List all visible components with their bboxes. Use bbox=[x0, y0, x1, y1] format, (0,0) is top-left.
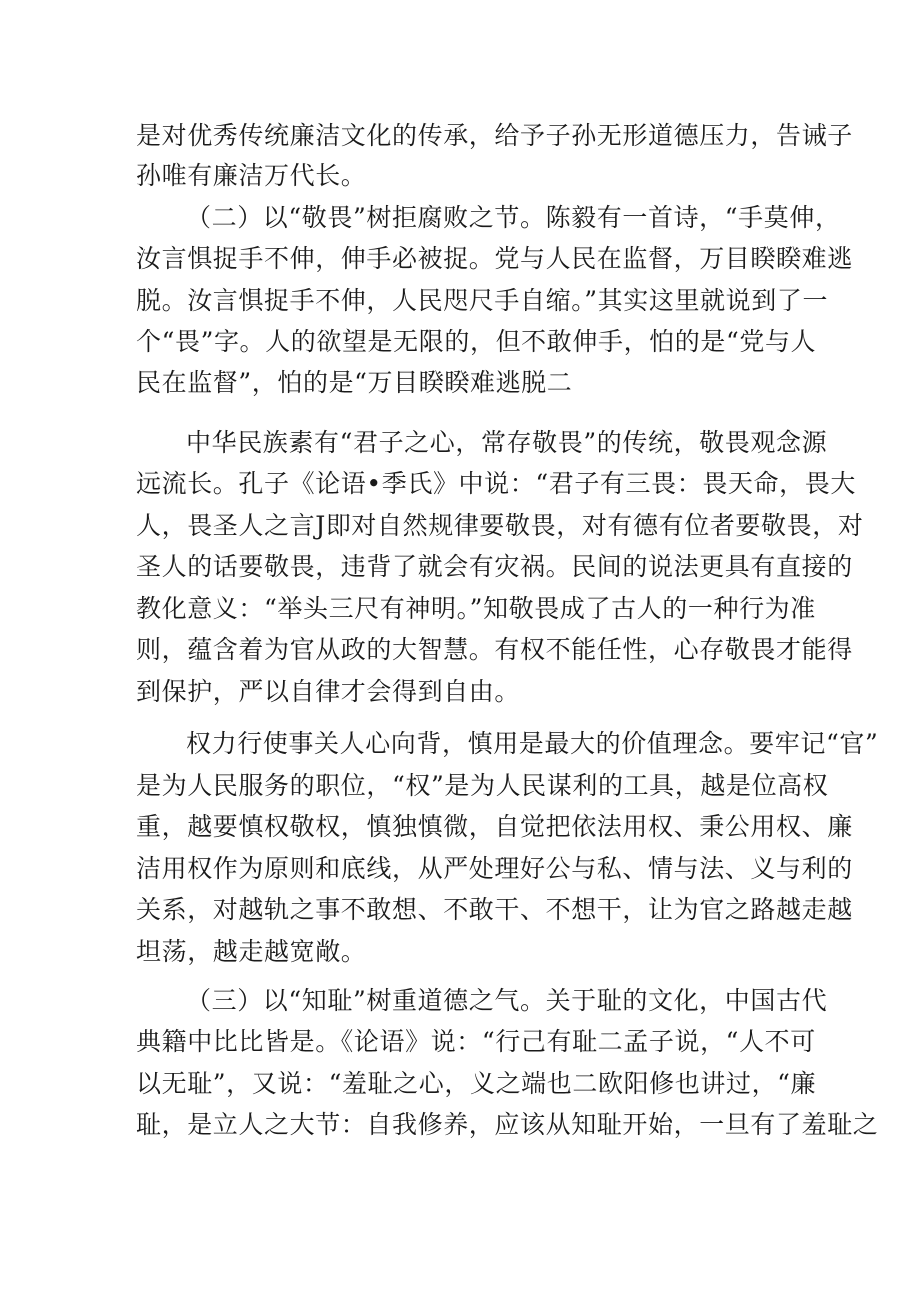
text-line: 汝言惧捉手不伸，伸手必被捉。党与人民在监督，万目睽睽难逃 bbox=[136, 244, 853, 273]
text-line: 重，越要慎权敬权，慎独慎微，自觉把依法用权、秉公用权、廉 bbox=[136, 812, 853, 841]
text-line: 人，畏圣人之言J即对自然规律要敬畏，对有德有位者要敬畏，对 bbox=[136, 511, 864, 540]
text-line: 以无耻”，又说：“羞耻之心，义之端也二欧阳修也讲过，“廉 bbox=[136, 1069, 817, 1098]
text-line: 远流长。孔子《论语•季氏》中说：“君子有三畏：畏天命，畏大 bbox=[136, 469, 856, 498]
text-line: 教化意义：“举头三尺有神明。”知敬畏成了古人的一种行为准 bbox=[136, 594, 816, 623]
text-line: （三）以“知耻”树重道德之气。关于耻的文化，中国古代 bbox=[186, 986, 828, 1015]
text-line: 耻，是立人之大节：自我修养，应该从知耻开始，一旦有了羞耻之 bbox=[136, 1110, 879, 1139]
text-line: 中华民族素有“君子之心，常存敬畏”的传统，敬畏观念源 bbox=[186, 428, 828, 457]
text-line: （二）以“敬畏”树拒腐败之节。陈毅有一首诗，“手莫伸， bbox=[186, 203, 841, 232]
text-line: 是为人民服务的职位，“权”是为人民谋利的工具，越是位高权 bbox=[136, 771, 829, 800]
text-line: 是对优秀传统廉洁文化的传承，给予子孙无形道德压力，告诫子 bbox=[136, 121, 853, 150]
text-line: 权力行使事关人心向背，慎用是最大的价值理念。要牢记“官” bbox=[186, 729, 879, 758]
text-line: 孙唯有廉洁万代长。 bbox=[136, 161, 367, 190]
text-line: 关系，对越轨之事不敢想、不敢干、不想干，让为官之路越走越 bbox=[136, 895, 853, 924]
text-line: 脱。汝言惧捉手不伸，人民咫尺手自缩。”其实这里就说到了一 bbox=[136, 286, 829, 315]
text-line: 个“畏”字。人的欲望是无限的，但不敢伸手，怕的是“党与人 bbox=[136, 327, 817, 356]
text-line: 则，蕴含着为官从政的大智慧。有权不能任性，心存敬畏才能得 bbox=[136, 635, 853, 664]
text-line: 民在监督”，怕的是“万目睽睽难逃脱二 bbox=[136, 368, 573, 397]
text-line: 坦荡，越走越宽敞。 bbox=[136, 937, 367, 966]
text-line: 到保护，严以自律才会得到自由。 bbox=[136, 677, 521, 706]
text-line: 圣人的话要敬畏，违背了就会有灾祸。民间的说法更具有直接的 bbox=[136, 552, 853, 581]
text-line: 洁用权作为原则和底线，从严处理好公与私、情与法、义与利的 bbox=[136, 854, 853, 883]
text-line: 典籍中比比皆是。《论语》说：“行己有耻二孟子说，“人不可 bbox=[136, 1027, 816, 1056]
